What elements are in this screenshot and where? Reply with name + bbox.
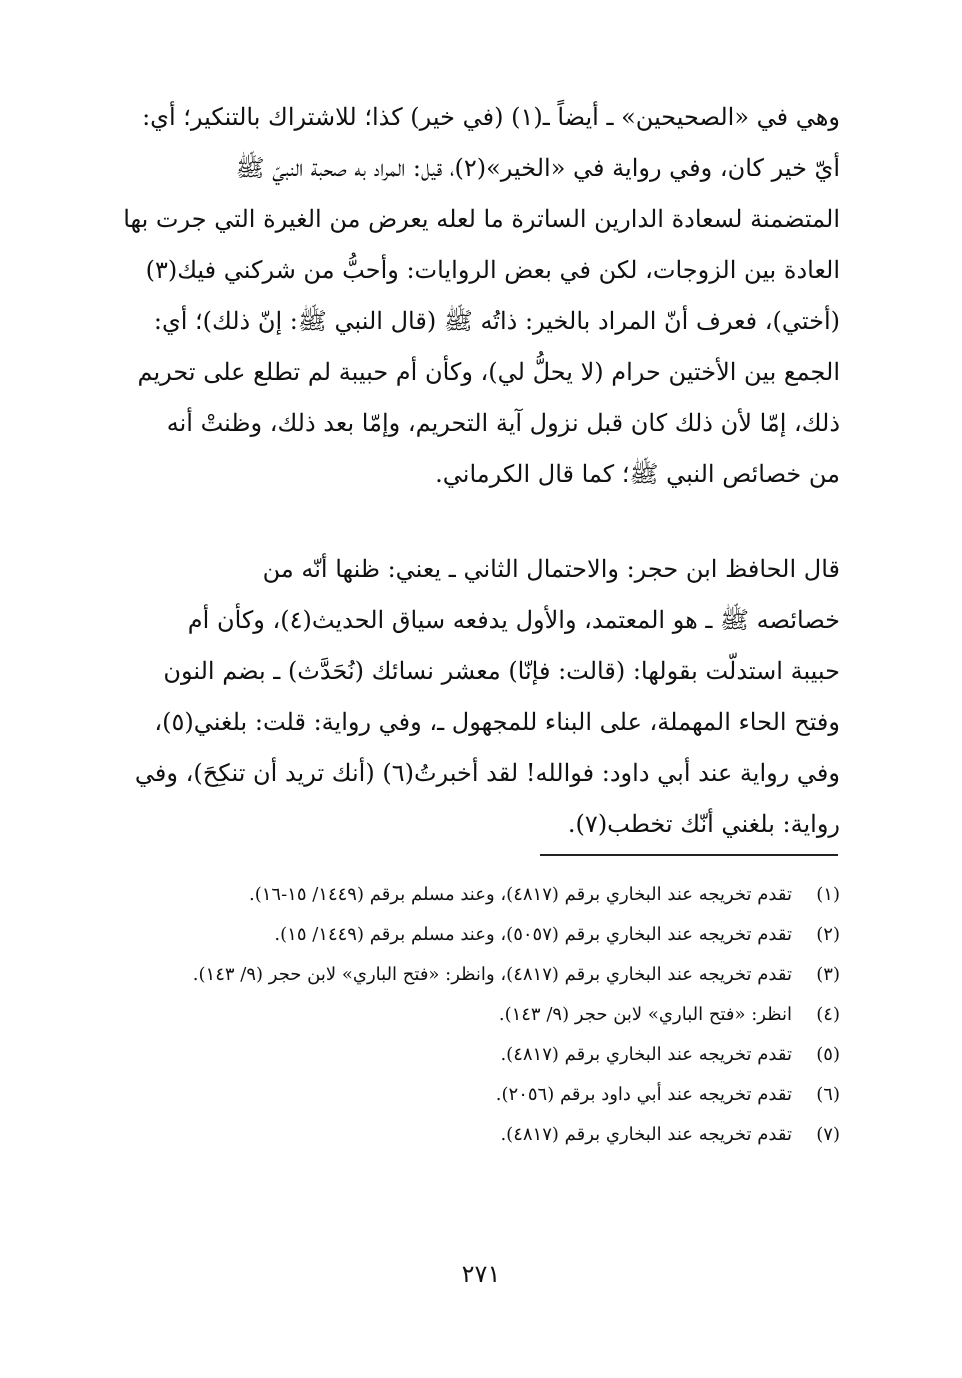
footnote-text: انظر: «فتح الباري» لابن حجر (٩/ ١٤٣). — [498, 1004, 792, 1025]
footnote-4 — [120, 1000, 840, 1030]
text-line: المتضمنة لسعادة الدارين الساترة ما لعله يعرض من الغيرة التي جرت بها — [123, 205, 840, 233]
footnote-5 — [120, 1040, 840, 1070]
text-line: خصائصه ﷺ ـ هو المعتمد، والأول يدفعه سياق الحديث(٤)، وكأن أم — [187, 606, 840, 634]
footnote-number: (١) — [816, 884, 840, 905]
footnote-text: تقدم تخريجه عند البخاري برقم (٤٨١٧)، وعند مسلم برقم (١٤٤٩/ ١٥-١٦). — [248, 884, 792, 905]
footnote-number: (٢) — [816, 924, 840, 945]
footnote-7 — [120, 1120, 840, 1150]
text-line: وهي في «الصحيحين» ـ أيضاً ـ(١) (في خير) كذا؛ للاشتراك بالتنكير؛ أي: — [142, 103, 840, 131]
footnote-text: تقدم تخريجه عند البخاري برقم (٤٨١٧)، وانظر: «فتح الباري» لابن حجر (٩/ ١٤٣). — [192, 964, 792, 985]
text-line: وفي رواية عند أبي داود: فوالله! لقد أخبرتُ(٦) (أنك تريد أن تنكِحَ)، وفي — [134, 759, 840, 787]
text-line: أيّ خير كان، وفي رواية في «الخير»(٢)، قيل: المراد به صحبة النبيّ ﷺ — [235, 154, 840, 182]
footnote-number: (٧) — [816, 1124, 840, 1145]
footnote-number: (٦) — [816, 1084, 840, 1105]
footnote-number: (٣) — [816, 964, 840, 985]
text-line: وفتح الحاء المهملة، على البناء للمجهول ـ، وفي رواية: قلت: بلغني(٥)، — [154, 708, 840, 736]
page-number: ٢٧١ — [461, 1260, 501, 1288]
text-line: العادة بين الزوجات، لكن في بعض الروايات: وأحبُّ من شركني فيك(٣) — [145, 256, 840, 284]
footnotes — [120, 880, 840, 1160]
text-line: (أختي)، فعرف أنّ المراد بالخير: ذاتُه ﷺ (قال النبي ﷺ: إنّ ذلك)؛ أي: — [153, 307, 840, 335]
footnote-divider — [540, 854, 838, 856]
text-line: الجمع بين الأختين حرام (لا يحلُّ لي)، وكأن أم حبيبة لم تطلع على تحريم — [137, 358, 840, 386]
text-line: رواية: بلغني أنّك تخطب(٧). — [567, 810, 840, 838]
text-line: قال الحافظ ابن حجر: والاحتمال الثاني ـ يعني: ظنها أنّه من — [262, 555, 840, 583]
footnote-3 — [120, 960, 840, 990]
text-line: من خصائص النبي ﷺ؛ كما قال الكرماني. — [435, 460, 840, 488]
text-line: حبيبة استدلّت بقولها: (قالت: فإنّا) معشر نسائك (نُحَدَّث) ـ بضم النون — [163, 657, 840, 685]
footnote-1 — [120, 880, 840, 910]
footnote-number: (٥) — [816, 1044, 840, 1065]
footnote-text: تقدم تخريجه عند أبي داود برقم (٢٠٥٦). — [495, 1084, 792, 1105]
paragraph-2 — [120, 544, 840, 850]
footnote-text: تقدم تخريجه عند البخاري برقم (٤٨١٧). — [500, 1044, 792, 1065]
text-line: ذلك، إمّا لأن ذلك كان قبل نزول آية التحريم، وإمّا بعد ذلك، وظنتْ أنه — [166, 409, 840, 437]
footnote-text: تقدم تخريجه عند البخاري برقم (٤٨١٧). — [500, 1124, 792, 1145]
paragraph-1 — [120, 92, 840, 500]
footnote-text: تقدم تخريجه عند البخاري برقم (٥٠٥٧)، وعند مسلم برقم (١٤٤٩/ ١٥). — [274, 924, 792, 945]
footnote-6 — [120, 1080, 840, 1110]
footnote-number: (٤) — [816, 1004, 840, 1025]
footnote-2 — [120, 920, 840, 950]
